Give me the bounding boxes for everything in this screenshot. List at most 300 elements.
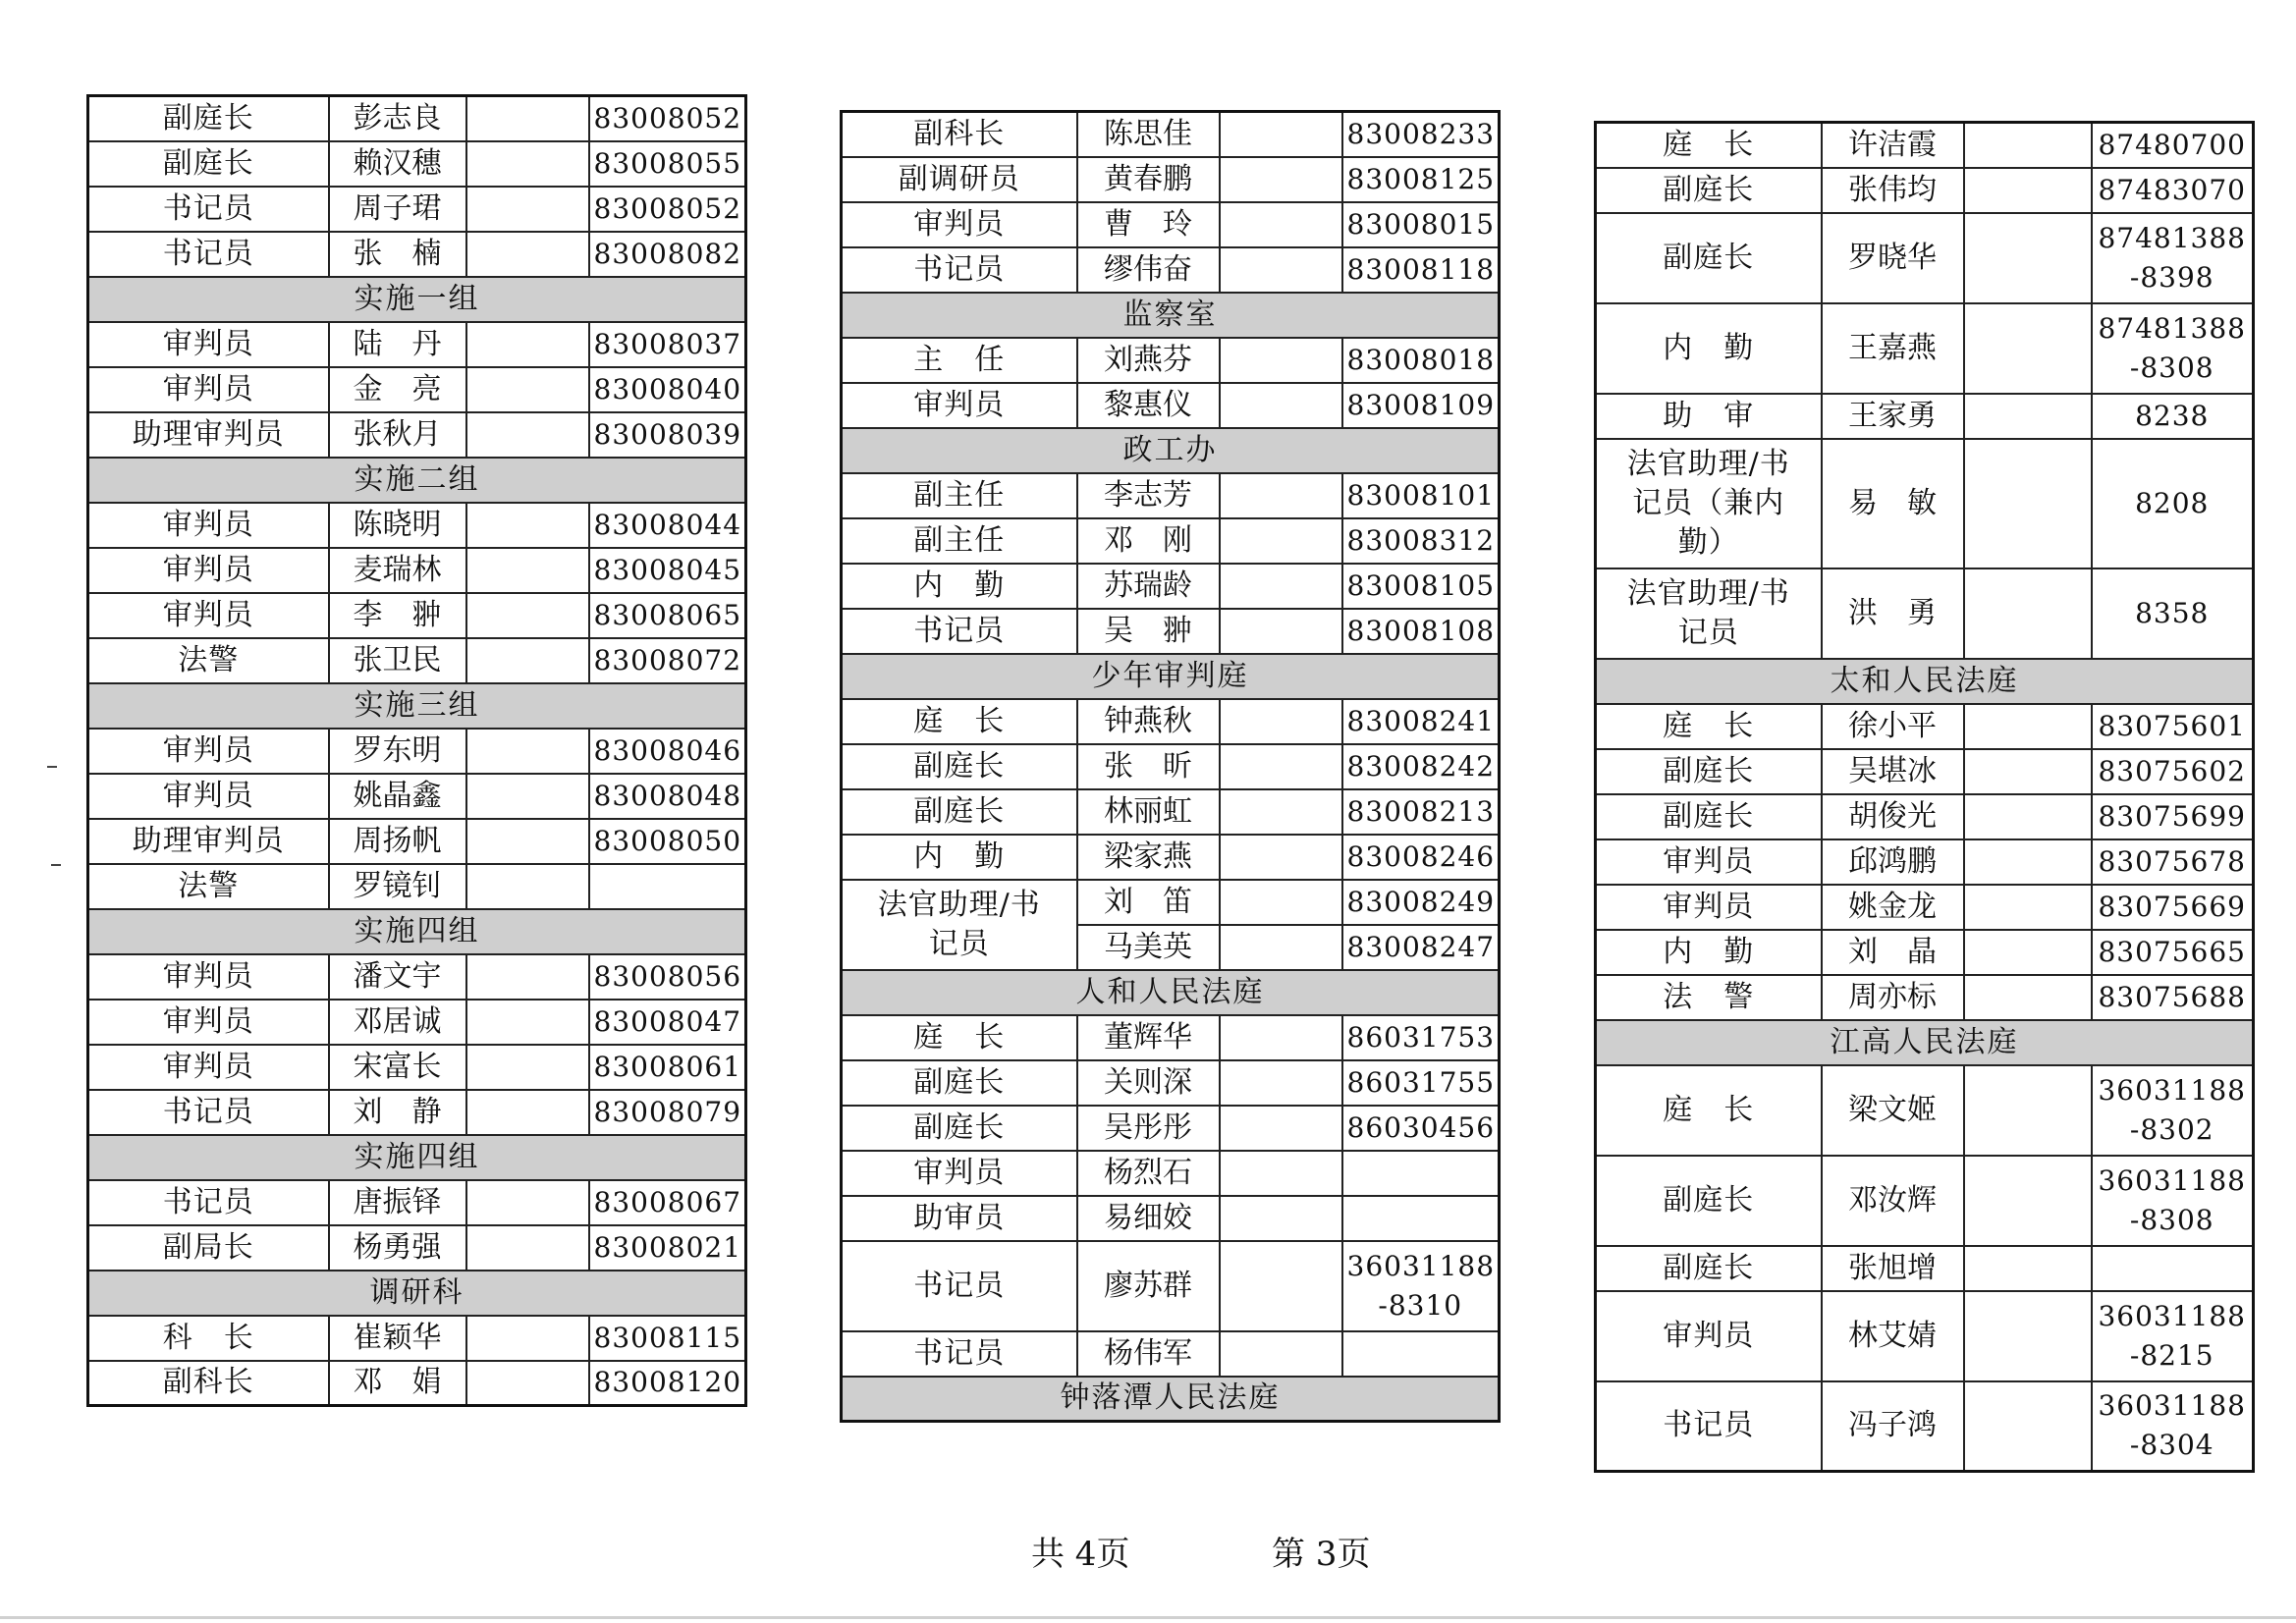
name-cell: 宋富长 [329, 1045, 466, 1090]
blank-cell [466, 864, 589, 909]
phone-cell: 83008115 [589, 1316, 746, 1361]
table-row [1596, 1291, 2254, 1381]
role-cell: 副科长 [88, 1361, 329, 1406]
phone-cell: 86030456 [1342, 1106, 1500, 1151]
section-title: 监察室 [842, 293, 1500, 338]
blank-cell [466, 322, 589, 367]
section-title: 实施四组 [88, 909, 746, 954]
phone-cell: 83008050 [589, 819, 746, 864]
role-cell: 审判员 [1596, 839, 1822, 885]
blank-cell [1964, 1291, 2092, 1381]
role-cell: 审判员 [842, 1151, 1077, 1196]
section-header-row [842, 654, 1500, 699]
role-cell: 审判员 [88, 548, 329, 593]
phone-cell: 8358 [2092, 568, 2254, 659]
name-cell: 刘燕芬 [1077, 338, 1220, 383]
blank-cell [1220, 202, 1342, 247]
blank-cell [1220, 925, 1342, 970]
name-cell: 吴 翀 [1077, 609, 1220, 654]
section-header-row [88, 1271, 746, 1316]
table-row [1596, 213, 2254, 303]
section-header-row [88, 909, 746, 954]
role-cell: 主 任 [842, 338, 1077, 383]
phone-cell: 83008079 [589, 1090, 746, 1135]
table-row [842, 1331, 1500, 1377]
section-header-row [88, 277, 746, 322]
role-cell: 助理审判员 [88, 819, 329, 864]
blank-cell [1220, 835, 1342, 880]
phone-cell: 83008312 [1342, 518, 1500, 564]
table-row [842, 247, 1500, 293]
role-cell: 内 勤 [1596, 303, 1822, 394]
phone-cell: 36031188 -8304 [2092, 1381, 2254, 1472]
blank-cell [466, 96, 589, 141]
role-cell: 法官助理/书 记员 [842, 880, 1077, 970]
table-row [88, 503, 746, 548]
blank-cell [1964, 568, 2092, 659]
table-row [88, 729, 746, 774]
phone-cell: 83075699 [2092, 794, 2254, 839]
role-cell: 副科长 [842, 112, 1077, 157]
blank-cell [466, 1000, 589, 1045]
table-row [842, 383, 1500, 428]
role-cell: 书记员 [88, 232, 329, 277]
name-cell: 邓 刚 [1077, 518, 1220, 564]
table-row [1596, 885, 2254, 930]
name-cell: 麦瑞林 [329, 548, 466, 593]
phone-cell: 83008055 [589, 141, 746, 187]
name-cell: 杨烈石 [1077, 1151, 1220, 1196]
phone-cell: 83008105 [1342, 564, 1500, 609]
role-cell: 助理审判员 [88, 412, 329, 458]
phone-cell: 83008118 [1342, 247, 1500, 293]
section-title: 江高人民法庭 [1596, 1020, 2254, 1065]
name-cell: 林丽虹 [1077, 789, 1220, 835]
role-cell: 书记员 [842, 1241, 1077, 1331]
phone-cell [1342, 1151, 1500, 1196]
role-cell: 副庭长 [1596, 1246, 1822, 1291]
blank-cell [1964, 1246, 2092, 1291]
table-row [842, 1151, 1500, 1196]
table-row [88, 1180, 746, 1225]
table-row [88, 1316, 746, 1361]
role-cell: 助审员 [842, 1196, 1077, 1241]
table-row [1596, 568, 2254, 659]
role-cell: 审判员 [88, 729, 329, 774]
role-cell: 法官助理/书 记员 [1596, 568, 1822, 659]
table-row [88, 638, 746, 683]
role-cell: 书记员 [88, 187, 329, 232]
name-cell: 梁文姬 [1822, 1065, 1964, 1156]
name-cell: 缪伟奋 [1077, 247, 1220, 293]
role-cell: 副庭长 [88, 141, 329, 187]
name-cell: 徐小平 [1822, 704, 1964, 749]
table-row [88, 1000, 746, 1045]
directory-column-right [1594, 121, 2252, 1473]
table-row [842, 157, 1500, 202]
role-cell: 审判员 [88, 503, 329, 548]
blank-cell [1964, 1065, 2092, 1156]
role-cell: 副庭长 [1596, 749, 1822, 794]
blank-cell [1220, 880, 1342, 925]
name-cell: 张 楠 [329, 232, 466, 277]
role-cell: 书记员 [88, 1180, 329, 1225]
phone-cell: 83008125 [1342, 157, 1500, 202]
phone-cell: 83008233 [1342, 112, 1500, 157]
table-row [88, 819, 746, 864]
blank-cell [1220, 564, 1342, 609]
table-row [1596, 1156, 2254, 1246]
scan-mark [51, 864, 61, 866]
table-row [1596, 794, 2254, 839]
phone-cell: 83008249 [1342, 880, 1500, 925]
name-cell: 张秋月 [329, 412, 466, 458]
name-cell: 陈晓明 [329, 503, 466, 548]
name-cell: 许洁霞 [1822, 123, 1964, 168]
blank-cell [1964, 749, 2092, 794]
section-title: 调研科 [88, 1271, 746, 1316]
phone-cell: 86031753 [1342, 1015, 1500, 1060]
name-cell: 罗东明 [329, 729, 466, 774]
section-header-row [842, 970, 1500, 1015]
role-cell: 副局长 [88, 1225, 329, 1271]
role-cell: 审判员 [88, 954, 329, 1000]
blank-cell [466, 503, 589, 548]
table-row [842, 789, 1500, 835]
table-row [1596, 704, 2254, 749]
blank-cell [466, 593, 589, 638]
blank-cell [1220, 518, 1342, 564]
role-cell: 书记员 [842, 609, 1077, 654]
blank-cell [466, 1090, 589, 1135]
blank-cell [1220, 112, 1342, 157]
blank-cell [1220, 609, 1342, 654]
name-cell: 张 昕 [1077, 744, 1220, 789]
table-row [842, 112, 1500, 157]
phone-cell: 83008015 [1342, 202, 1500, 247]
table-row [88, 954, 746, 1000]
blank-cell [466, 1225, 589, 1271]
table-row [842, 1241, 1500, 1331]
blank-cell [466, 638, 589, 683]
blank-cell [466, 1316, 589, 1361]
scan-edge [0, 1616, 2296, 1619]
section-header-row [1596, 1020, 2254, 1065]
phone-cell: 83008072 [589, 638, 746, 683]
phone-cell: 83008052 [589, 187, 746, 232]
name-cell: 钟燕秋 [1077, 699, 1220, 744]
name-cell: 关则深 [1077, 1060, 1220, 1106]
role-cell: 副庭长 [842, 1106, 1077, 1151]
directory-table [840, 110, 1501, 1423]
name-cell: 曹 玲 [1077, 202, 1220, 247]
role-cell: 书记员 [88, 1090, 329, 1135]
role-cell: 助 审 [1596, 394, 1822, 439]
section-title: 政工办 [842, 428, 1500, 473]
blank-cell [466, 187, 589, 232]
role-cell: 审判员 [1596, 885, 1822, 930]
table-row [88, 412, 746, 458]
phone-cell: 83008061 [589, 1045, 746, 1090]
phone-cell: 83075678 [2092, 839, 2254, 885]
phone-cell: 36031188 -8308 [2092, 1156, 2254, 1246]
phone-cell: 36031188 -8215 [2092, 1291, 2254, 1381]
blank-cell [1964, 439, 2092, 568]
directory-table [86, 94, 747, 1407]
section-title: 实施三组 [88, 683, 746, 729]
role-cell: 审判员 [842, 202, 1077, 247]
role-cell: 副庭长 [842, 744, 1077, 789]
phone-cell [1342, 1196, 1500, 1241]
phone-cell: 83075669 [2092, 885, 2254, 930]
blank-cell [1220, 1331, 1342, 1377]
phone-cell: 87483070 [2092, 168, 2254, 213]
blank-cell [1220, 1015, 1342, 1060]
role-cell: 书记员 [842, 247, 1077, 293]
phone-cell: 83008109 [1342, 383, 1500, 428]
table-row [88, 1045, 746, 1090]
phone-cell: 83008065 [589, 593, 746, 638]
directory-column-middle [840, 110, 1498, 1423]
name-cell: 董辉华 [1077, 1015, 1220, 1060]
phone-cell: 83008045 [589, 548, 746, 593]
section-title: 人和人民法庭 [842, 970, 1500, 1015]
phone-cell: 83008241 [1342, 699, 1500, 744]
table-row [1596, 1246, 2254, 1291]
section-header-row [88, 1135, 746, 1180]
blank-cell [1220, 157, 1342, 202]
name-cell: 周扬帆 [329, 819, 466, 864]
phone-cell: 36031188 -8310 [1342, 1241, 1500, 1331]
role-cell: 内 勤 [842, 835, 1077, 880]
name-cell: 易 敏 [1822, 439, 1964, 568]
role-cell: 副庭长 [842, 1060, 1077, 1106]
phone-cell: 83008047 [589, 1000, 746, 1045]
name-cell: 梁家燕 [1077, 835, 1220, 880]
name-cell: 刘 静 [329, 1090, 466, 1135]
current-page: 第 3页 [1272, 1535, 1371, 1574]
role-cell: 内 勤 [1596, 930, 1822, 975]
role-cell: 副主任 [842, 518, 1077, 564]
name-cell: 姚晶鑫 [329, 774, 466, 819]
role-cell: 庭 长 [842, 699, 1077, 744]
role-cell: 审判员 [88, 367, 329, 412]
role-cell: 审判员 [1596, 1291, 1822, 1381]
name-cell: 洪 勇 [1822, 568, 1964, 659]
name-cell: 潘文宇 [329, 954, 466, 1000]
phone-cell: 87480700 [2092, 123, 2254, 168]
role-cell: 副庭长 [1596, 168, 1822, 213]
role-cell: 庭 长 [1596, 704, 1822, 749]
table-row [88, 96, 746, 141]
role-cell: 内 勤 [842, 564, 1077, 609]
name-cell: 刘 晶 [1822, 930, 1964, 975]
table-row [88, 187, 746, 232]
phone-cell: 83075601 [2092, 704, 2254, 749]
name-cell: 杨伟军 [1077, 1331, 1220, 1377]
section-header-row [842, 428, 1500, 473]
section-header-row [1596, 659, 2254, 704]
directory-table [1594, 121, 2255, 1473]
table-row [842, 473, 1500, 518]
table-row [1596, 123, 2254, 168]
name-cell: 吴彤彤 [1077, 1106, 1220, 1151]
name-cell: 邓汝辉 [1822, 1156, 1964, 1246]
name-cell: 张旭增 [1822, 1246, 1964, 1291]
table-row [842, 518, 1500, 564]
blank-cell [466, 954, 589, 1000]
table-row [842, 1106, 1500, 1151]
blank-cell [1220, 338, 1342, 383]
blank-cell [1220, 789, 1342, 835]
table-row [842, 1015, 1500, 1060]
phone-cell: 83075688 [2092, 975, 2254, 1020]
name-cell: 黄春鹏 [1077, 157, 1220, 202]
role-cell: 法警 [88, 638, 329, 683]
name-cell: 赖汉穗 [329, 141, 466, 187]
table-row [88, 864, 746, 909]
phone-cell: 8208 [2092, 439, 2254, 568]
phone-cell: 83008067 [589, 1180, 746, 1225]
phone-cell: 83008046 [589, 729, 746, 774]
phone-cell: 83008044 [589, 503, 746, 548]
blank-cell [1220, 1241, 1342, 1331]
phone-cell: 83008247 [1342, 925, 1500, 970]
blank-cell [466, 367, 589, 412]
name-cell: 邱鸿鹏 [1822, 839, 1964, 885]
table-row [842, 202, 1500, 247]
role-cell: 书记员 [842, 1331, 1077, 1377]
section-header-row [842, 1377, 1500, 1422]
blank-cell [1220, 1196, 1342, 1241]
blank-cell [466, 412, 589, 458]
table-row [1596, 1065, 2254, 1156]
blank-cell [1220, 744, 1342, 789]
blank-cell [1964, 839, 2092, 885]
section-title: 少年审判庭 [842, 654, 1500, 699]
blank-cell [1964, 930, 2092, 975]
name-cell: 杨勇强 [329, 1225, 466, 1271]
section-title: 实施二组 [88, 458, 746, 503]
phone-cell: 83008052 [589, 96, 746, 141]
phone-cell: 83008021 [589, 1225, 746, 1271]
name-cell: 邓 娟 [329, 1361, 466, 1406]
blank-cell [1964, 975, 2092, 1020]
phone-cell [2092, 1246, 2254, 1291]
role-cell: 审判员 [88, 593, 329, 638]
role-cell: 书记员 [1596, 1381, 1822, 1472]
blank-cell [1964, 213, 2092, 303]
table-row [88, 1225, 746, 1271]
phone-cell: 83008018 [1342, 338, 1500, 383]
blank-cell [1964, 123, 2092, 168]
name-cell: 易细姣 [1077, 1196, 1220, 1241]
role-cell: 审判员 [842, 383, 1077, 428]
table-row [88, 141, 746, 187]
name-cell: 唐振铎 [329, 1180, 466, 1225]
table-row [1596, 839, 2254, 885]
phone-cell: 83008242 [1342, 744, 1500, 789]
blank-cell [1964, 885, 2092, 930]
role-cell: 副主任 [842, 473, 1077, 518]
phone-cell: 83008082 [589, 232, 746, 277]
table-row [842, 699, 1500, 744]
role-cell: 审判员 [88, 1045, 329, 1090]
role-cell: 法警 [88, 864, 329, 909]
name-cell: 崔颖华 [329, 1316, 466, 1361]
role-cell: 副庭长 [842, 789, 1077, 835]
blank-cell [466, 1361, 589, 1406]
blank-cell [1964, 1381, 2092, 1472]
table-row [842, 880, 1500, 925]
role-cell: 副调研员 [842, 157, 1077, 202]
name-cell: 张卫民 [329, 638, 466, 683]
blank-cell [1220, 1106, 1342, 1151]
table-row [842, 564, 1500, 609]
table-row [1596, 303, 2254, 394]
phone-cell: 83075665 [2092, 930, 2254, 975]
blank-cell [466, 141, 589, 187]
table-row [88, 1090, 746, 1135]
role-cell: 庭 长 [842, 1015, 1077, 1060]
name-cell: 王家勇 [1822, 394, 1964, 439]
phone-cell: 83008246 [1342, 835, 1500, 880]
role-cell: 庭 长 [1596, 123, 1822, 168]
total-pages: 共 4页 [1031, 1535, 1130, 1574]
phone-cell: 87481388 -8308 [2092, 303, 2254, 394]
table-row [842, 1060, 1500, 1106]
phone-cell: 83008101 [1342, 473, 1500, 518]
blank-cell [1964, 704, 2092, 749]
name-cell: 罗晓华 [1822, 213, 1964, 303]
section-title: 钟落潭人民法庭 [842, 1377, 1500, 1422]
blank-cell [1220, 383, 1342, 428]
section-title: 实施一组 [88, 277, 746, 322]
table-row [88, 548, 746, 593]
blank-cell [1220, 1060, 1342, 1106]
blank-cell [466, 774, 589, 819]
role-cell: 审判员 [88, 322, 329, 367]
phone-cell: 83008120 [589, 1361, 746, 1406]
role-cell: 副庭长 [1596, 213, 1822, 303]
role-cell: 法 警 [1596, 975, 1822, 1020]
blank-cell [466, 819, 589, 864]
blank-cell [1964, 794, 2092, 839]
name-cell: 邓居诚 [329, 1000, 466, 1045]
name-cell: 彭志良 [329, 96, 466, 141]
role-cell: 副庭长 [88, 96, 329, 141]
name-cell: 罗镜钊 [329, 864, 466, 909]
blank-cell [1964, 168, 2092, 213]
table-row [842, 744, 1500, 789]
name-cell: 冯子鸿 [1822, 1381, 1964, 1472]
role-cell: 审判员 [88, 774, 329, 819]
phone-cell: 83008213 [1342, 789, 1500, 835]
role-cell: 副庭长 [1596, 1156, 1822, 1246]
name-cell: 王嘉燕 [1822, 303, 1964, 394]
scan-mark [47, 766, 57, 768]
name-cell: 张伟均 [1822, 168, 1964, 213]
directory-column-left [86, 94, 744, 1407]
phone-cell: 83008108 [1342, 609, 1500, 654]
name-cell: 黎惠仪 [1077, 383, 1220, 428]
table-row [88, 1361, 746, 1406]
table-row [1596, 749, 2254, 794]
name-cell: 吴堪冰 [1822, 749, 1964, 794]
name-cell: 马美英 [1077, 925, 1220, 970]
phone-cell [1342, 1331, 1500, 1377]
blank-cell [1964, 303, 2092, 394]
